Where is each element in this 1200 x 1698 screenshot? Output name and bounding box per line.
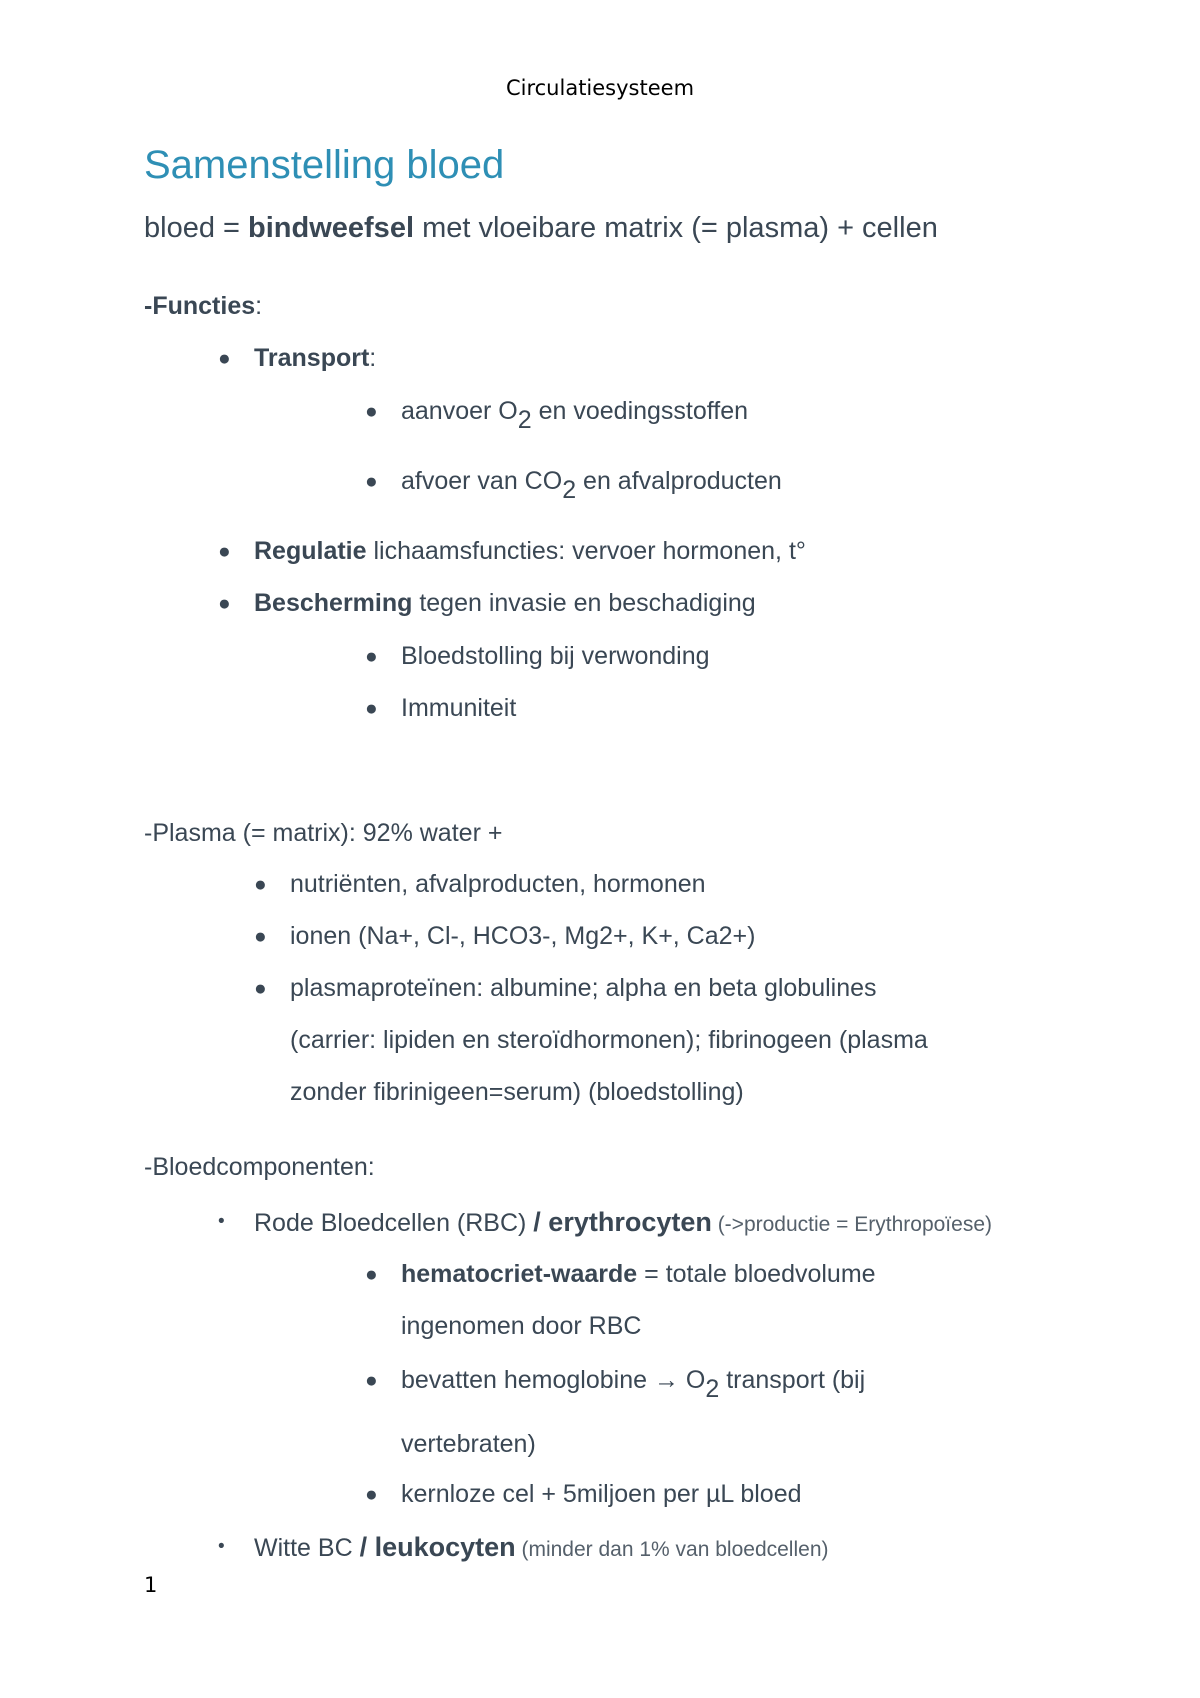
list-item-kernloze: kernloze cel + 5miljoen per µL bloed (401, 1480, 802, 1508)
page-header: Circulatiesysteem (505, 76, 695, 100)
wbc-pre: Witte BC (254, 1534, 360, 1562)
intro-bold: bindweefsel (248, 212, 415, 244)
intro-definition (144, 212, 938, 245)
bullet-icon: • (218, 1536, 225, 1557)
list-item-immuniteit: Immuniteit (401, 694, 517, 722)
hemo-o: O (678, 1366, 706, 1394)
list-item-transport (254, 344, 376, 373)
t2-sub: 2 (562, 476, 577, 504)
list-item-hemoglobine-line2: vertebraten) (401, 1430, 536, 1458)
hemo-pre: bevatten hemoglobine (401, 1366, 654, 1394)
list-item-afvoer (401, 467, 782, 504)
bullet-icon: ● (218, 540, 231, 563)
intro-post: met vloeibare matrix (= plasma) + cellen (414, 212, 938, 244)
regulatie-rest: lichaamsfuncties: vervoer hormonen, t° (366, 537, 806, 565)
list-item-rbc (254, 1207, 992, 1238)
hemo-sub: 2 (705, 1375, 720, 1403)
bullet-icon: ● (254, 925, 267, 948)
bullet-icon: ● (218, 347, 231, 370)
bullet-icon: ● (365, 1369, 378, 1392)
t2-pre: afvoer van CO (401, 467, 563, 495)
list-item-plasmaproteinen-line2: (carrier: lipiden en steroïdhormonen); fibrinogeen (plasma (290, 1026, 928, 1054)
intro-pre: bloed = (144, 212, 249, 244)
bullet-icon: ● (365, 400, 378, 423)
list-item-bescherming (254, 589, 756, 618)
t2-post: en afvalproducten (576, 467, 782, 495)
bullet-icon: ● (365, 1483, 378, 1506)
section-title: Samenstelling bloed (144, 143, 505, 187)
functies-heading (144, 292, 262, 321)
transport-label: Transport (254, 344, 370, 372)
bullet-icon: ● (254, 977, 267, 1000)
list-item-ionen: ionen (Na+, Cl-, HCO3-, Mg2+, K+, Ca2+) (290, 922, 756, 950)
rbc-note: (->productie = Erythropoïese) (711, 1213, 992, 1236)
bullet-icon: ● (218, 592, 231, 615)
list-item-hemoglobine (401, 1366, 866, 1403)
wbc-note: (minder dan 1% van bloedcellen) (515, 1538, 829, 1561)
bullet-icon: ● (365, 470, 378, 493)
bescherming-rest: tegen invasie en beschadiging (412, 589, 756, 617)
functies-colon: : (255, 292, 263, 320)
hema-bold: hematocriet-waarde (401, 1260, 638, 1288)
list-item-hematocriet-line2: ingenomen door RBC (401, 1312, 642, 1340)
functies-heading-text: -Functies (144, 292, 256, 320)
list-item-wbc (254, 1532, 829, 1563)
rbc-pre: Rode Bloedcellen (RBC) (254, 1209, 534, 1237)
bullet-icon: ● (365, 1263, 378, 1286)
list-item-nutrienten: nutriënten, afvalproducten, hormonen (290, 870, 706, 898)
list-item-hematocriet (401, 1260, 876, 1289)
bullet-icon: ● (365, 645, 378, 668)
rbc-bold: / erythrocyten (533, 1207, 712, 1237)
hema-rest: = totale bloedvolume (637, 1260, 876, 1288)
list-item-bloedstolling: Bloedstolling bij verwonding (401, 642, 710, 670)
bescherming-bold: Bescherming (254, 589, 413, 617)
bullet-icon: • (218, 1211, 225, 1232)
arrow-right-icon: → (653, 1366, 679, 1394)
bullet-icon: ● (365, 697, 378, 720)
page-number: 1 (144, 1573, 158, 1597)
list-item-aanvoer (401, 397, 749, 434)
t1-pre: aanvoer O (401, 397, 518, 425)
wbc-bold: / leukocyten (359, 1532, 516, 1562)
list-item-plasmaproteinen-line3: zonder fibrinigeen=serum) (bloedstolling) (290, 1078, 744, 1106)
list-item-plasmaproteinen-line1: plasmaproteïnen: albumine; alpha en beta globulines (290, 974, 877, 1002)
t1-post: en voedingsstoffen (531, 397, 749, 425)
plasma-heading: -Plasma (= matrix): 92% water + (144, 819, 503, 847)
regulatie-bold: Regulatie (254, 537, 367, 565)
hemo-post: transport (bij (719, 1366, 866, 1394)
bloedcomponenten-heading: -Bloedcomponenten: (144, 1153, 375, 1181)
t1-sub: 2 (517, 406, 532, 434)
list-item-regulatie (254, 537, 806, 566)
bullet-icon: ● (254, 873, 267, 896)
transport-colon: : (369, 344, 377, 372)
